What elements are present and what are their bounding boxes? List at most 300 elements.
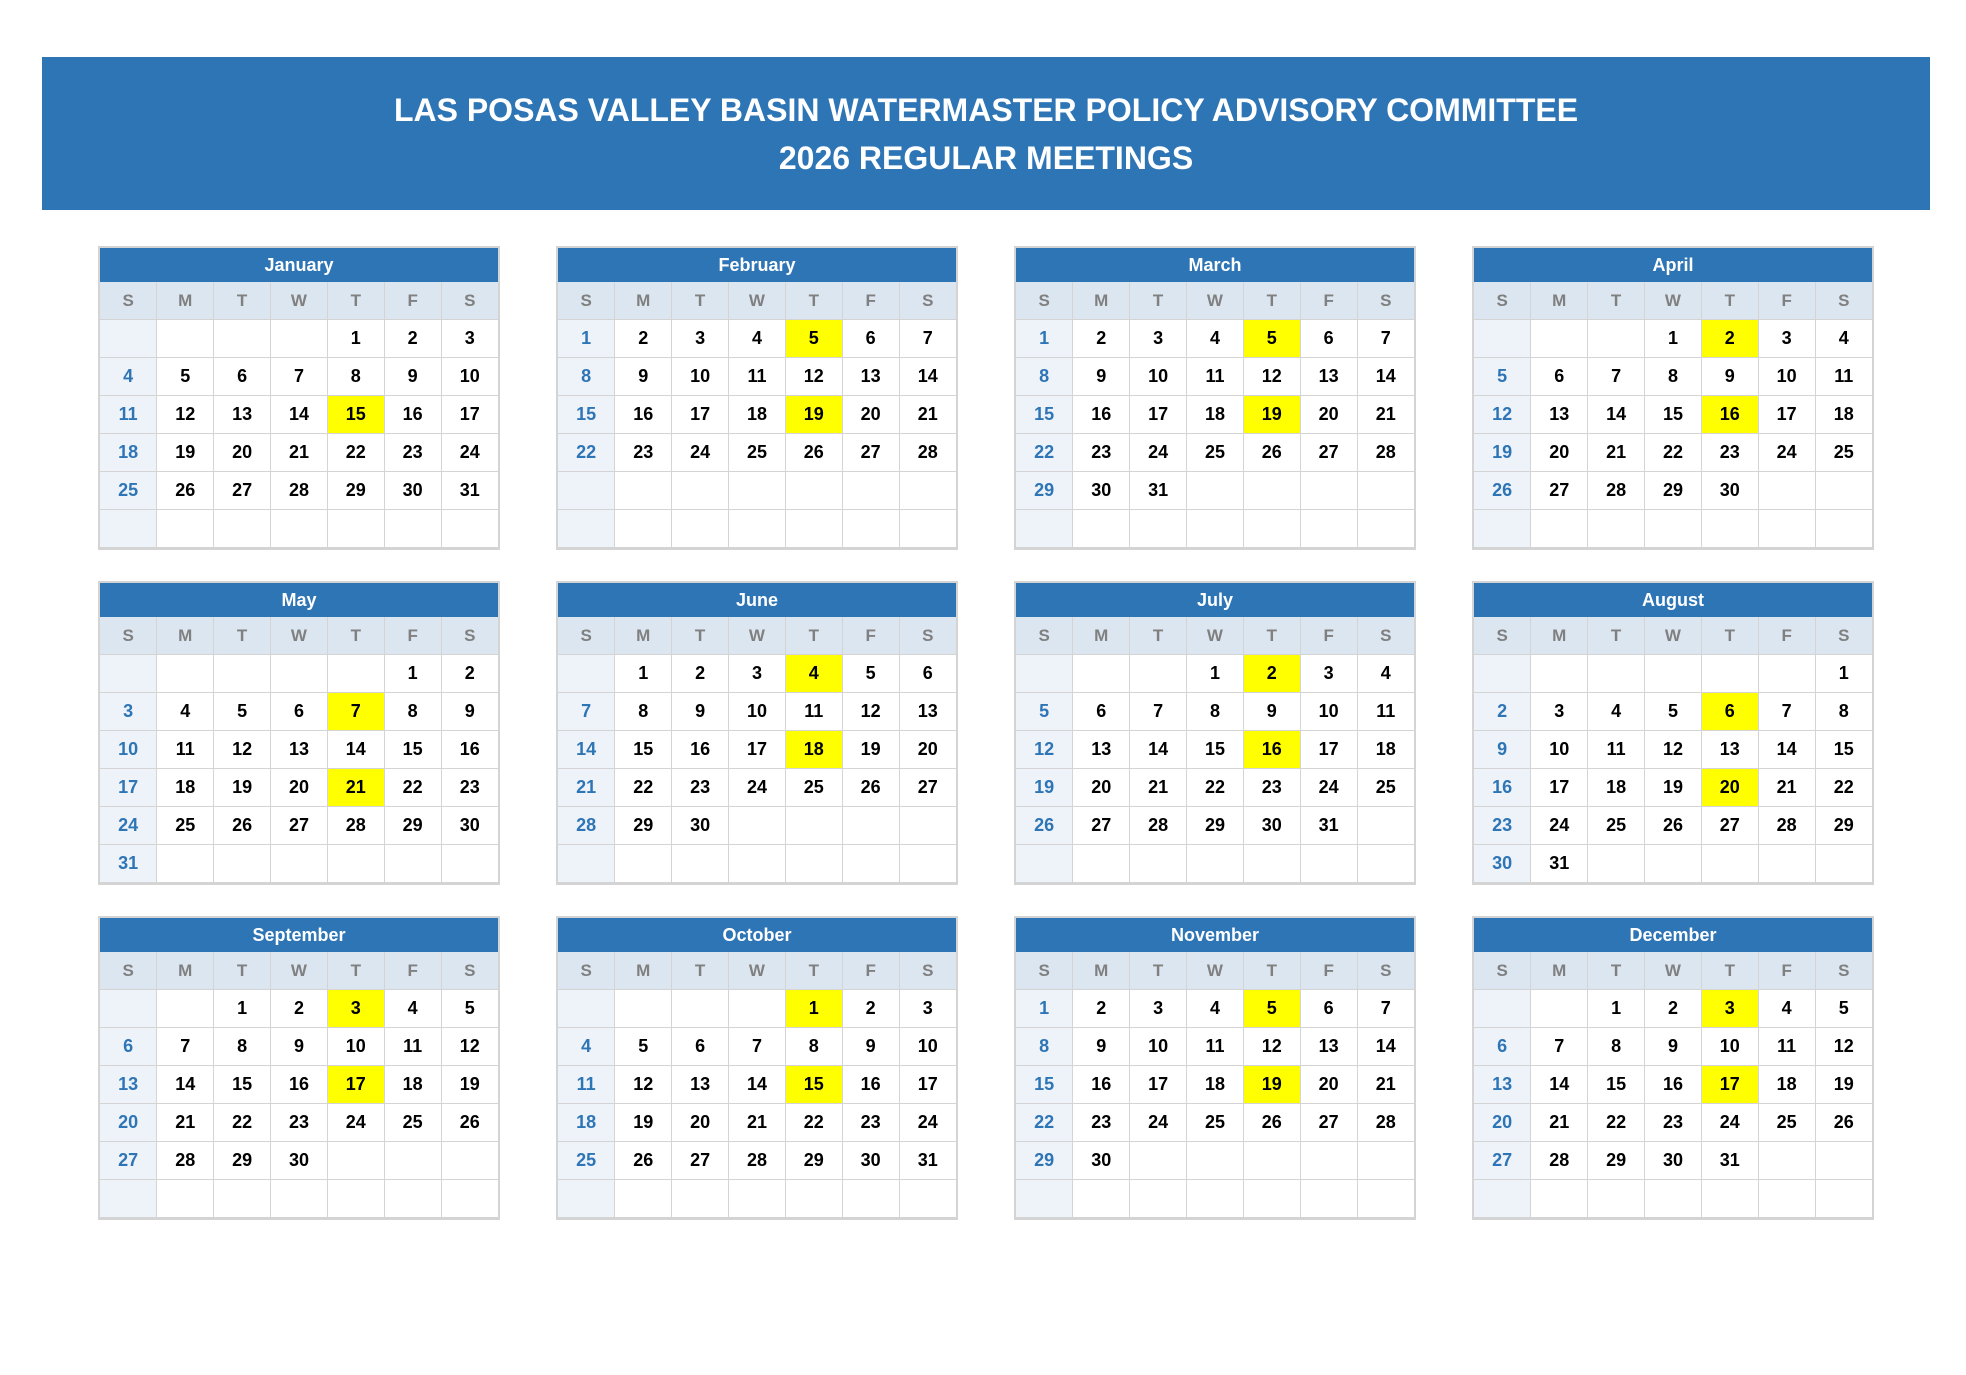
day-cell: 21 xyxy=(157,1104,214,1142)
day-cell: 9 xyxy=(1073,1028,1130,1066)
empty-day-cell xyxy=(672,510,729,548)
day-cell: 16 xyxy=(615,396,672,434)
day-cell: 28 xyxy=(899,434,956,472)
meeting-day-cell: 7 xyxy=(327,693,384,731)
weekday-label: T xyxy=(1130,952,1187,990)
meeting-day-cell: 2 xyxy=(1701,320,1758,358)
month-day-grid xyxy=(1016,617,1414,883)
weekday-label: S xyxy=(100,952,157,990)
empty-day-cell xyxy=(1815,1142,1872,1180)
empty-day-cell xyxy=(842,845,899,883)
month-name: October xyxy=(558,918,956,952)
week-row xyxy=(100,1066,498,1104)
month-name: September xyxy=(100,918,498,952)
day-cell: 6 xyxy=(1474,1028,1531,1066)
weekday-label: F xyxy=(1758,952,1815,990)
day-cell: 4 xyxy=(1187,990,1244,1028)
day-cell: 10 xyxy=(1531,731,1588,769)
day-cell: 22 xyxy=(1016,1104,1073,1142)
meeting-day-cell: 16 xyxy=(1243,731,1300,769)
day-cell: 16 xyxy=(441,731,498,769)
day-cell: 8 xyxy=(1016,358,1073,396)
empty-day-cell xyxy=(441,510,498,548)
day-cell: 15 xyxy=(1016,396,1073,434)
week-row xyxy=(1474,1142,1872,1180)
day-cell: 12 xyxy=(842,693,899,731)
empty-day-cell xyxy=(1474,320,1531,358)
day-cell: 13 xyxy=(271,731,328,769)
weekday-label: M xyxy=(1531,617,1588,655)
empty-day-cell xyxy=(785,1180,842,1218)
day-cell: 23 xyxy=(384,434,441,472)
day-cell: 30 xyxy=(1701,472,1758,510)
empty-day-cell xyxy=(1701,1180,1758,1218)
month-calendar-may xyxy=(98,581,500,885)
day-cell: 10 xyxy=(441,358,498,396)
day-cell: 27 xyxy=(672,1142,729,1180)
empty-day-cell xyxy=(1357,472,1414,510)
week-row xyxy=(1474,320,1872,358)
day-cell: 10 xyxy=(729,693,786,731)
weekday-label: W xyxy=(1187,617,1244,655)
month-calendar-july xyxy=(1014,581,1416,885)
month-day-grid xyxy=(100,282,498,548)
day-cell: 23 xyxy=(842,1104,899,1142)
month-calendar-march xyxy=(1014,246,1416,550)
day-cell: 16 xyxy=(384,396,441,434)
day-cell: 28 xyxy=(1357,1104,1414,1142)
day-cell: 7 xyxy=(157,1028,214,1066)
day-cell: 30 xyxy=(1073,1142,1130,1180)
week-row xyxy=(1474,769,1872,807)
day-cell: 7 xyxy=(1357,990,1414,1028)
week-row xyxy=(1474,510,1872,548)
day-cell: 1 xyxy=(1815,655,1872,693)
day-cell: 20 xyxy=(271,769,328,807)
day-cell: 21 xyxy=(729,1104,786,1142)
day-cell: 12 xyxy=(785,358,842,396)
empty-day-cell xyxy=(1187,845,1244,883)
empty-day-cell xyxy=(899,1180,956,1218)
day-cell: 30 xyxy=(271,1142,328,1180)
day-cell: 16 xyxy=(672,731,729,769)
week-row xyxy=(100,1142,498,1180)
empty-day-cell xyxy=(729,990,786,1028)
day-cell: 7 xyxy=(899,320,956,358)
day-cell: 14 xyxy=(1588,396,1645,434)
day-cell: 7 xyxy=(1758,693,1815,731)
day-cell: 1 xyxy=(1016,990,1073,1028)
day-cell: 26 xyxy=(1645,807,1702,845)
week-row xyxy=(558,510,956,548)
empty-day-cell xyxy=(271,845,328,883)
day-cell: 30 xyxy=(1243,807,1300,845)
empty-day-cell xyxy=(1300,845,1357,883)
weekday-label: S xyxy=(1357,282,1414,320)
day-cell: 27 xyxy=(100,1142,157,1180)
day-cell: 16 xyxy=(271,1066,328,1104)
empty-day-cell xyxy=(1357,1180,1414,1218)
weekday-label: T xyxy=(1588,617,1645,655)
empty-day-cell xyxy=(214,320,271,358)
day-cell: 5 xyxy=(842,655,899,693)
weekday-header-row xyxy=(1474,952,1872,990)
month-name: November xyxy=(1016,918,1414,952)
weekday-label: M xyxy=(157,617,214,655)
day-cell: 5 xyxy=(157,358,214,396)
weekday-label: F xyxy=(384,617,441,655)
empty-day-cell xyxy=(1701,655,1758,693)
day-cell: 4 xyxy=(100,358,157,396)
empty-day-cell xyxy=(899,845,956,883)
empty-day-cell xyxy=(1531,1180,1588,1218)
week-row xyxy=(1016,990,1414,1028)
day-cell: 20 xyxy=(1073,769,1130,807)
month-calendar-october xyxy=(556,916,958,1220)
day-cell: 17 xyxy=(1130,396,1187,434)
empty-day-cell xyxy=(1130,845,1187,883)
day-cell: 11 xyxy=(1357,693,1414,731)
day-cell: 3 xyxy=(729,655,786,693)
day-cell: 3 xyxy=(1300,655,1357,693)
day-cell: 13 xyxy=(1701,731,1758,769)
day-cell: 11 xyxy=(100,396,157,434)
weekday-label: T xyxy=(1701,282,1758,320)
day-cell: 21 xyxy=(1130,769,1187,807)
day-cell: 9 xyxy=(842,1028,899,1066)
day-cell: 17 xyxy=(1130,1066,1187,1104)
weekday-label: M xyxy=(1073,617,1130,655)
week-row xyxy=(1474,434,1872,472)
empty-day-cell xyxy=(214,845,271,883)
weekday-label: M xyxy=(1073,952,1130,990)
empty-day-cell xyxy=(1357,807,1414,845)
empty-day-cell xyxy=(1645,655,1702,693)
day-cell: 27 xyxy=(214,472,271,510)
empty-day-cell xyxy=(1531,990,1588,1028)
weekday-label: T xyxy=(672,282,729,320)
week-row xyxy=(1016,472,1414,510)
empty-day-cell xyxy=(1357,845,1414,883)
day-cell: 12 xyxy=(214,731,271,769)
weekday-label: F xyxy=(1300,952,1357,990)
week-row xyxy=(100,1028,498,1066)
meeting-day-cell: 19 xyxy=(785,396,842,434)
week-row xyxy=(100,320,498,358)
empty-day-cell xyxy=(615,845,672,883)
day-cell: 2 xyxy=(1645,990,1702,1028)
empty-day-cell xyxy=(842,472,899,510)
empty-day-cell xyxy=(1130,655,1187,693)
day-cell: 4 xyxy=(1187,320,1244,358)
week-row xyxy=(100,769,498,807)
weekday-label: M xyxy=(615,952,672,990)
empty-day-cell xyxy=(672,472,729,510)
empty-day-cell xyxy=(271,510,328,548)
day-cell: 24 xyxy=(1130,1104,1187,1142)
month-name: June xyxy=(558,583,956,617)
empty-day-cell xyxy=(899,510,956,548)
day-cell: 21 xyxy=(558,769,615,807)
empty-day-cell xyxy=(842,1180,899,1218)
day-cell: 11 xyxy=(785,693,842,731)
day-cell: 20 xyxy=(842,396,899,434)
month-calendar-april xyxy=(1472,246,1874,550)
month-name: December xyxy=(1474,918,1872,952)
day-cell: 16 xyxy=(1073,396,1130,434)
empty-day-cell xyxy=(1243,1180,1300,1218)
day-cell: 20 xyxy=(1300,396,1357,434)
week-row xyxy=(558,693,956,731)
day-cell: 9 xyxy=(1243,693,1300,731)
week-row xyxy=(100,807,498,845)
empty-day-cell xyxy=(271,320,328,358)
empty-day-cell xyxy=(1701,510,1758,548)
empty-day-cell xyxy=(1130,510,1187,548)
day-cell: 25 xyxy=(100,472,157,510)
day-cell: 3 xyxy=(672,320,729,358)
day-cell: 17 xyxy=(672,396,729,434)
day-cell: 7 xyxy=(1588,358,1645,396)
day-cell: 9 xyxy=(1645,1028,1702,1066)
day-cell: 25 xyxy=(1815,434,1872,472)
weekday-label: S xyxy=(1474,617,1531,655)
weekday-label: W xyxy=(1645,952,1702,990)
week-row xyxy=(1016,769,1414,807)
weekday-label: T xyxy=(214,617,271,655)
weekday-label: S xyxy=(1815,952,1872,990)
day-cell: 29 xyxy=(1815,807,1872,845)
day-cell: 15 xyxy=(214,1066,271,1104)
day-cell: 29 xyxy=(1588,1142,1645,1180)
week-row xyxy=(1474,731,1872,769)
day-cell: 14 xyxy=(1758,731,1815,769)
day-cell: 18 xyxy=(100,434,157,472)
weekday-header-row xyxy=(1474,617,1872,655)
week-row xyxy=(558,434,956,472)
week-row xyxy=(1016,1180,1414,1218)
day-cell: 8 xyxy=(327,358,384,396)
empty-day-cell xyxy=(558,655,615,693)
day-cell: 29 xyxy=(214,1142,271,1180)
day-cell: 15 xyxy=(1815,731,1872,769)
day-cell: 6 xyxy=(1300,990,1357,1028)
week-row xyxy=(1016,1028,1414,1066)
day-cell: 18 xyxy=(1815,396,1872,434)
week-row xyxy=(1474,1066,1872,1104)
weekday-label: F xyxy=(1758,282,1815,320)
day-cell: 24 xyxy=(1758,434,1815,472)
day-cell: 2 xyxy=(672,655,729,693)
day-cell: 3 xyxy=(1531,693,1588,731)
day-cell: 15 xyxy=(1187,731,1244,769)
empty-day-cell xyxy=(1645,510,1702,548)
day-cell: 13 xyxy=(842,358,899,396)
empty-day-cell xyxy=(384,1180,441,1218)
weekday-label: S xyxy=(1016,952,1073,990)
week-row xyxy=(100,845,498,883)
week-row xyxy=(558,396,956,434)
month-calendar-august xyxy=(1472,581,1874,885)
day-cell: 18 xyxy=(1187,1066,1244,1104)
empty-day-cell xyxy=(615,510,672,548)
day-cell: 4 xyxy=(1758,990,1815,1028)
month-calendar-september xyxy=(98,916,500,1220)
day-cell: 6 xyxy=(271,693,328,731)
meeting-day-cell: 21 xyxy=(327,769,384,807)
weekday-header-row xyxy=(1016,952,1414,990)
week-row xyxy=(1474,655,1872,693)
empty-day-cell xyxy=(100,990,157,1028)
day-cell: 2 xyxy=(1474,693,1531,731)
weekday-header-row xyxy=(1016,617,1414,655)
month-name: April xyxy=(1474,248,1872,282)
day-cell: 7 xyxy=(729,1028,786,1066)
empty-day-cell xyxy=(1474,655,1531,693)
weekday-label: S xyxy=(441,952,498,990)
weekday-label: M xyxy=(157,952,214,990)
day-cell: 5 xyxy=(615,1028,672,1066)
day-cell: 18 xyxy=(1588,769,1645,807)
day-cell: 1 xyxy=(1645,320,1702,358)
empty-day-cell xyxy=(327,1180,384,1218)
empty-day-cell xyxy=(842,807,899,845)
day-cell: 25 xyxy=(558,1142,615,1180)
weekday-label: T xyxy=(214,282,271,320)
empty-day-cell xyxy=(157,1180,214,1218)
day-cell: 18 xyxy=(1187,396,1244,434)
empty-day-cell xyxy=(1588,1180,1645,1218)
week-row xyxy=(1474,472,1872,510)
meeting-day-cell: 2 xyxy=(1243,655,1300,693)
month-name: February xyxy=(558,248,956,282)
weekday-label: T xyxy=(785,952,842,990)
day-cell: 4 xyxy=(558,1028,615,1066)
meeting-day-cell: 17 xyxy=(327,1066,384,1104)
day-cell: 9 xyxy=(271,1028,328,1066)
day-cell: 22 xyxy=(615,769,672,807)
weekday-label: T xyxy=(327,617,384,655)
day-cell: 28 xyxy=(1531,1142,1588,1180)
meeting-day-cell: 5 xyxy=(785,320,842,358)
day-cell: 27 xyxy=(1300,434,1357,472)
weekday-label: W xyxy=(1187,952,1244,990)
meeting-day-cell: 20 xyxy=(1701,769,1758,807)
week-row xyxy=(1474,990,1872,1028)
day-cell: 25 xyxy=(785,769,842,807)
week-row xyxy=(558,1028,956,1066)
empty-day-cell xyxy=(157,990,214,1028)
empty-day-cell xyxy=(785,845,842,883)
meeting-day-cell: 3 xyxy=(1701,990,1758,1028)
empty-day-cell xyxy=(1073,845,1130,883)
weekday-label: W xyxy=(729,617,786,655)
empty-day-cell xyxy=(672,1180,729,1218)
weekday-label: M xyxy=(1531,952,1588,990)
weekday-label: F xyxy=(842,617,899,655)
empty-day-cell xyxy=(558,845,615,883)
day-cell: 4 xyxy=(1588,693,1645,731)
weekday-label: S xyxy=(1016,617,1073,655)
empty-day-cell xyxy=(100,655,157,693)
empty-day-cell xyxy=(899,472,956,510)
weekday-label: T xyxy=(1243,952,1300,990)
day-cell: 4 xyxy=(1357,655,1414,693)
empty-day-cell xyxy=(1758,510,1815,548)
day-cell: 29 xyxy=(1016,472,1073,510)
empty-day-cell xyxy=(1474,1180,1531,1218)
day-cell: 8 xyxy=(1645,358,1702,396)
day-cell: 8 xyxy=(615,693,672,731)
empty-day-cell xyxy=(729,472,786,510)
empty-day-cell xyxy=(1073,1180,1130,1218)
meeting-day-cell: 16 xyxy=(1701,396,1758,434)
weekday-label: T xyxy=(1243,617,1300,655)
empty-day-cell xyxy=(100,1180,157,1218)
week-row xyxy=(1016,320,1414,358)
day-cell: 16 xyxy=(1474,769,1531,807)
day-cell: 18 xyxy=(1758,1066,1815,1104)
day-cell: 31 xyxy=(1130,472,1187,510)
day-cell: 28 xyxy=(729,1142,786,1180)
day-cell: 25 xyxy=(1187,1104,1244,1142)
week-row xyxy=(558,807,956,845)
day-cell: 22 xyxy=(384,769,441,807)
week-row xyxy=(1016,693,1414,731)
weekday-label: W xyxy=(1645,617,1702,655)
day-cell: 28 xyxy=(271,472,328,510)
empty-day-cell xyxy=(1588,510,1645,548)
day-cell: 24 xyxy=(899,1104,956,1142)
week-row xyxy=(558,655,956,693)
empty-day-cell xyxy=(785,807,842,845)
day-cell: 12 xyxy=(1243,358,1300,396)
week-row xyxy=(100,1180,498,1218)
week-row xyxy=(1016,655,1414,693)
empty-day-cell xyxy=(672,990,729,1028)
empty-day-cell xyxy=(327,655,384,693)
empty-day-cell xyxy=(1645,845,1702,883)
day-cell: 9 xyxy=(615,358,672,396)
day-cell: 10 xyxy=(1758,358,1815,396)
day-cell: 11 xyxy=(384,1028,441,1066)
empty-day-cell xyxy=(1130,1142,1187,1180)
week-row xyxy=(1016,396,1414,434)
empty-day-cell xyxy=(899,807,956,845)
day-cell: 4 xyxy=(157,693,214,731)
day-cell: 1 xyxy=(615,655,672,693)
day-cell: 2 xyxy=(271,990,328,1028)
week-row xyxy=(558,731,956,769)
empty-day-cell xyxy=(1474,510,1531,548)
day-cell: 7 xyxy=(1130,693,1187,731)
weekday-label: T xyxy=(785,282,842,320)
day-cell: 30 xyxy=(1474,845,1531,883)
empty-day-cell xyxy=(1187,510,1244,548)
day-cell: 31 xyxy=(1701,1142,1758,1180)
day-cell: 21 xyxy=(1357,1066,1414,1104)
day-cell: 2 xyxy=(1073,990,1130,1028)
weekday-label: S xyxy=(100,282,157,320)
day-cell: 12 xyxy=(1016,731,1073,769)
day-cell: 26 xyxy=(1815,1104,1872,1142)
weekday-label: S xyxy=(100,617,157,655)
day-cell: 19 xyxy=(1474,434,1531,472)
empty-day-cell xyxy=(1588,845,1645,883)
empty-day-cell xyxy=(157,510,214,548)
day-cell: 10 xyxy=(1130,1028,1187,1066)
weekday-label: W xyxy=(729,282,786,320)
